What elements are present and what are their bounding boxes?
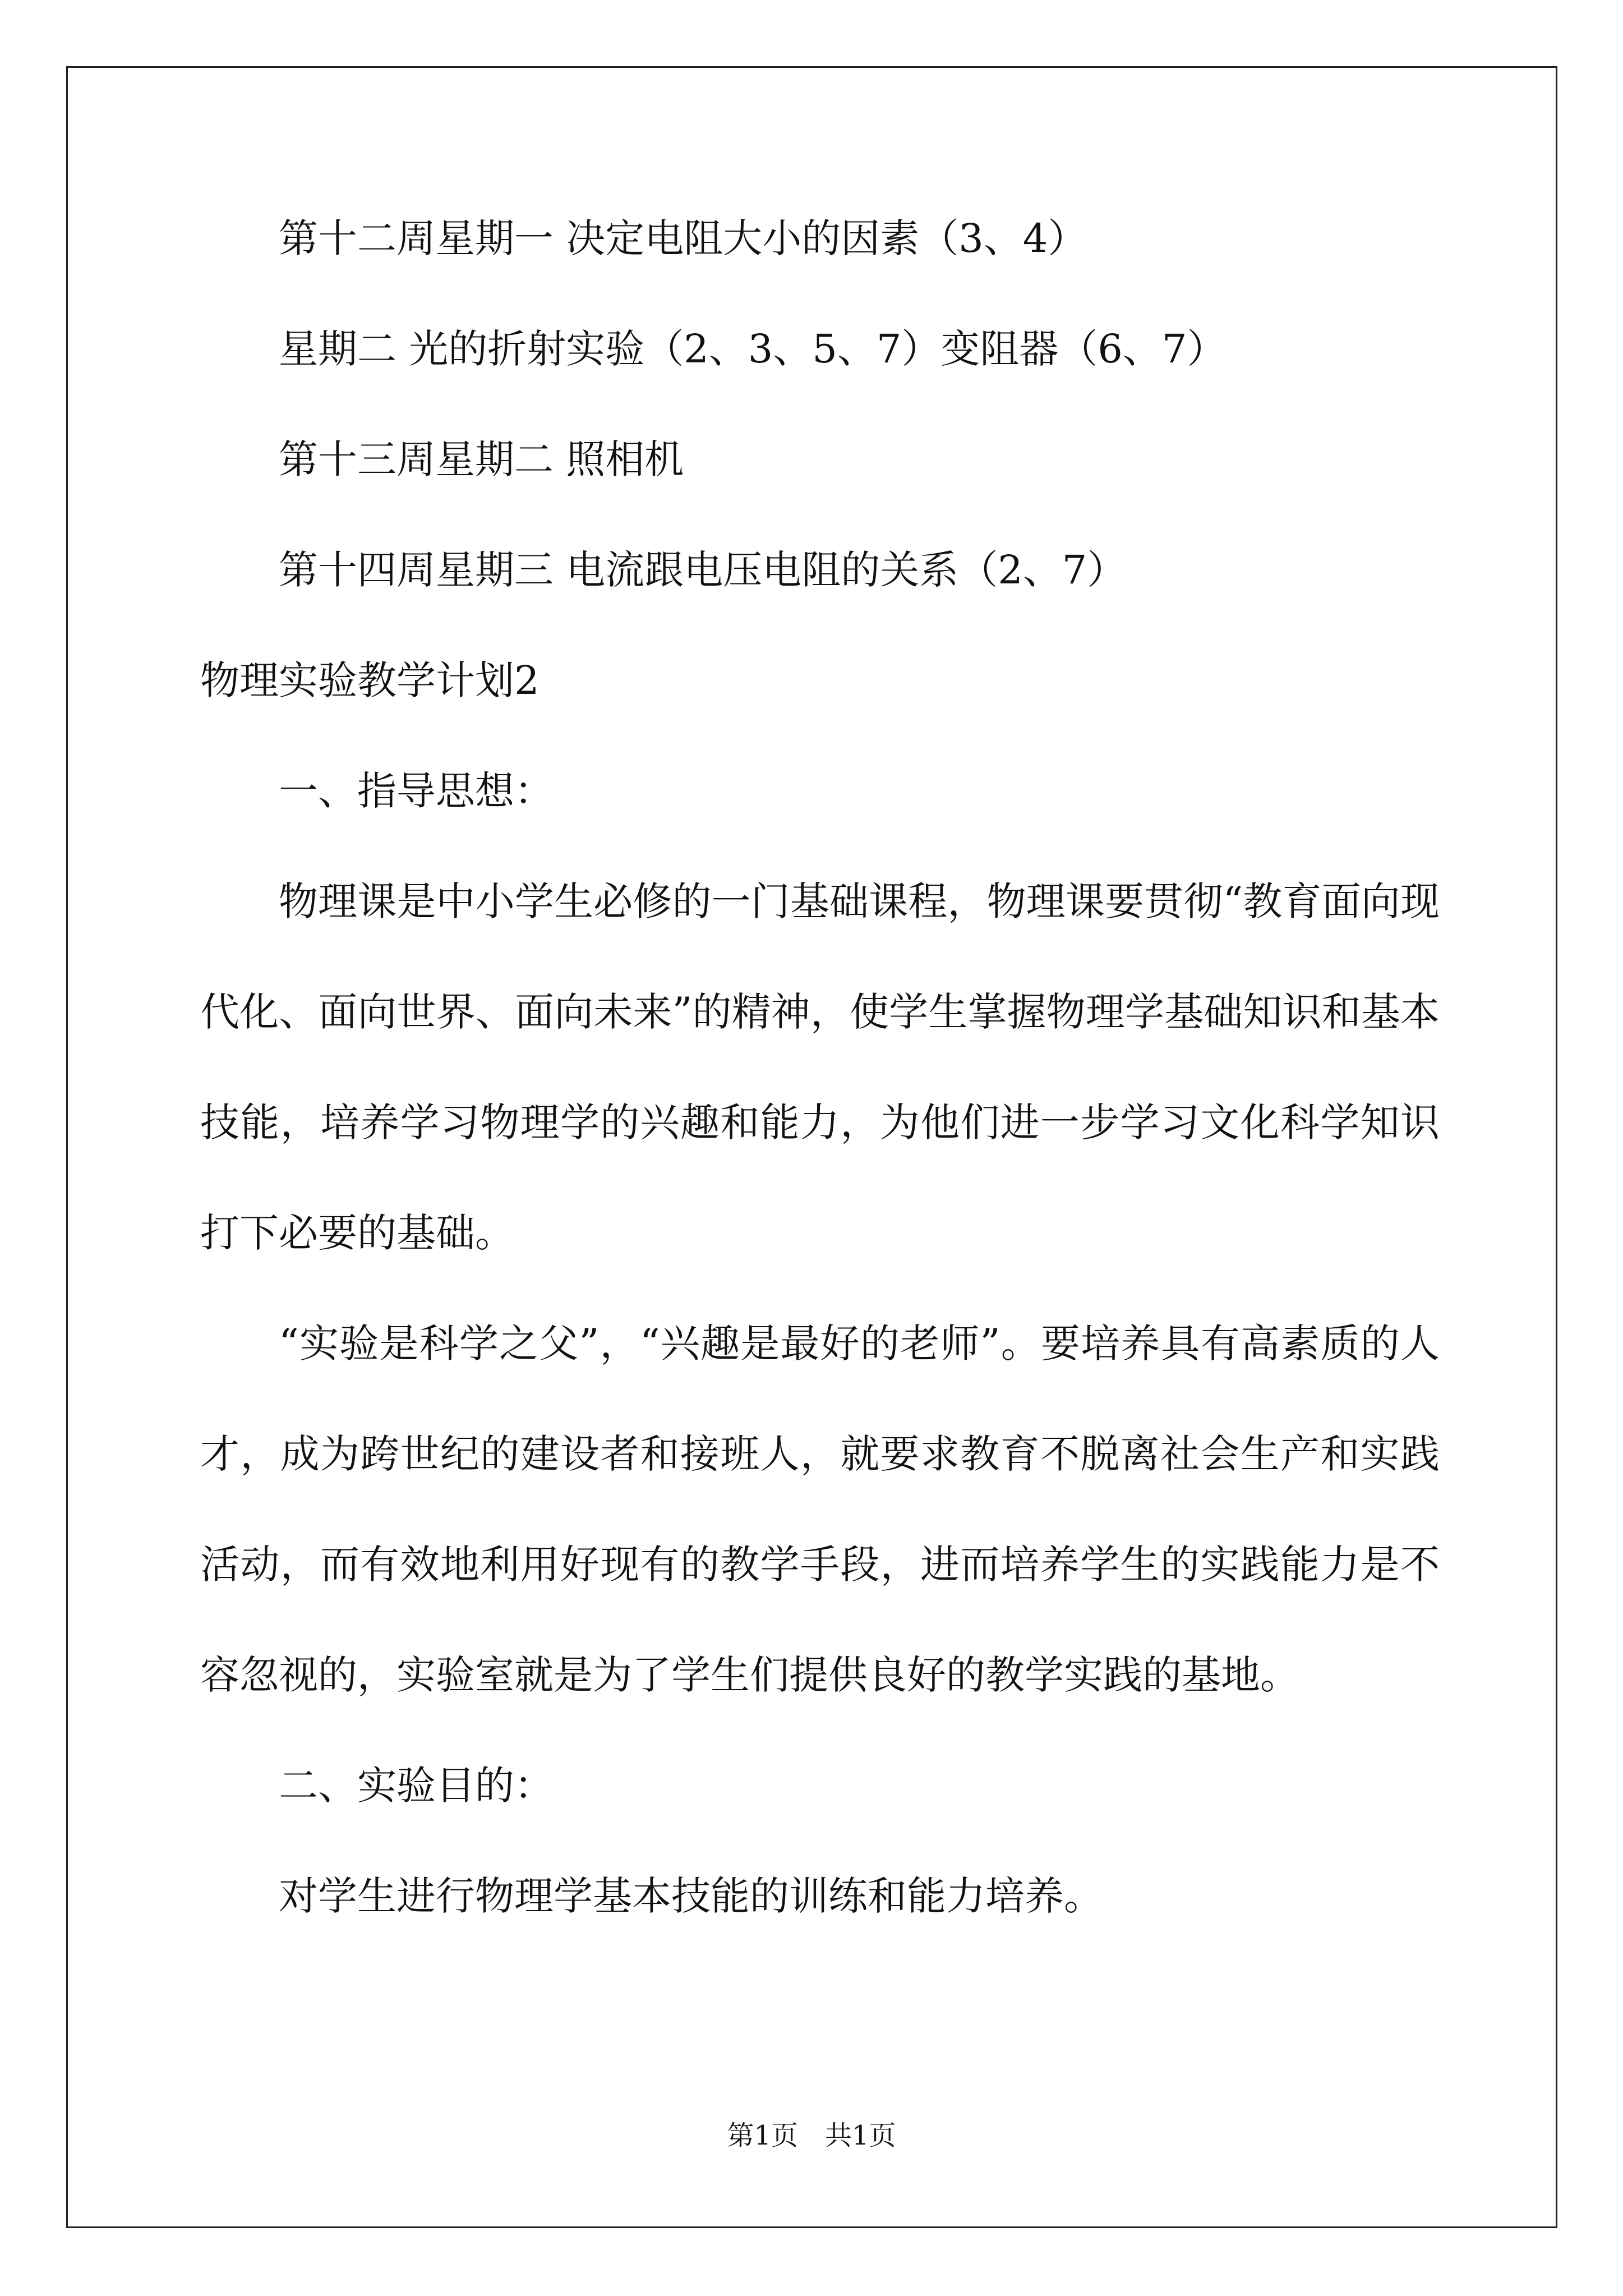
schedule-line-tuesday: 星期二 光的折射实验（2、3、5、7）变阻器（6、7）: [279, 326, 1227, 372]
schedule-line-week12: 第十二周星期一 决定电阻大小的因素（3、4）: [279, 215, 1087, 261]
schedule-line-week14: 第十四周星期三 电流跟电压电阻的关系（2、7）: [279, 547, 1127, 593]
page-footer: 第1页 共1页: [727, 2120, 896, 2151]
paragraph-experiment-importance: “实验是科学之父”，“兴趣是最好的老师”。要培养具有高素质的人才，成为跨世纪的建设者和接班人，就要求教育不脱离社会生产和实践活动，而有效地利用好现有的教学手段，进而培养学生的实践能力是不容忽视的，实验室就是为了学生们提供良好的教学实践的基地。: [200, 1320, 1440, 1698]
paragraph-experiment-goal: 对学生进行物理学基本技能的训练和能力培养。: [279, 1873, 1103, 1919]
schedule-line-week13: 第十三周星期二 照相机: [279, 436, 684, 482]
section-title: 物理实验教学计划2: [200, 657, 540, 703]
part1-heading: 一、指导思想：: [279, 768, 554, 814]
document-body: [200, 215, 1440, 1987]
part2-heading: 二、实验目的：: [279, 1763, 554, 1809]
paragraph-guiding-idea: 物理课是中小学生必修的一门基础课程，物理课要贯彻“教育面向现代化、面向世界、面向未来”的精神，使学生掌握物理学基础知识和基本技能，培养学习物理学的兴趣和能力，为他们进一步学习文化科学知识打下必要的基础。: [200, 878, 1440, 1256]
